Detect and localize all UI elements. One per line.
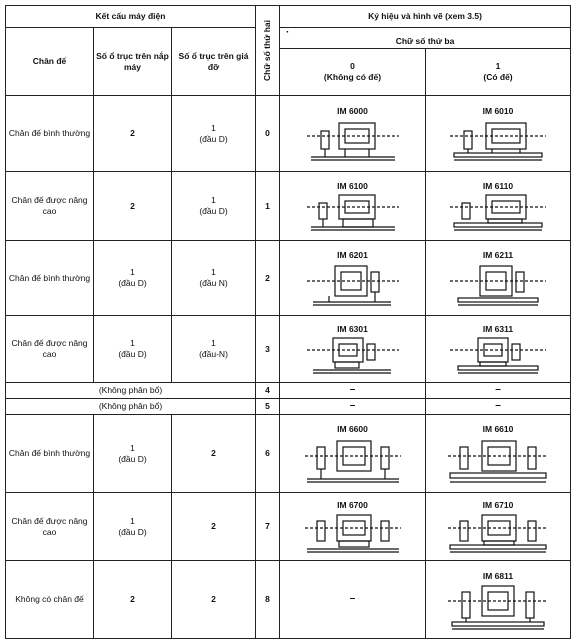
motor-figure (446, 437, 550, 485)
base-cell: Chân đế được nâng cao (6, 172, 94, 241)
im-cell: IM 6700 (280, 493, 426, 561)
im-cell: – (280, 383, 426, 399)
digit-cell: 3 (256, 316, 280, 383)
header-structure: Kết cấu máy điện (6, 6, 256, 28)
motor-figure (448, 262, 548, 308)
im-cell: IM 6110 (426, 172, 571, 241)
im-classification-table (5, 5, 571, 639)
im-cell: – (426, 399, 571, 415)
motor-figure (448, 193, 548, 233)
im-cell: – (280, 399, 426, 415)
cover-cell: 2 (94, 172, 172, 241)
motor-figure (448, 119, 548, 163)
motor-figure (305, 193, 401, 233)
base-cell: Không có chân đế (6, 561, 94, 639)
stand-cell: 2 (172, 493, 256, 561)
motor-figure (305, 119, 401, 163)
stand-cell: 2 (172, 561, 256, 639)
base-cell: Chân đế được nâng cao (6, 493, 94, 561)
stand-cell: 1 (đầu D) (172, 172, 256, 241)
base-cell: Chân đế được nâng cao (6, 316, 94, 383)
im-cell: IM 6100 (280, 172, 426, 241)
im-cell: IM 6301 (280, 316, 426, 383)
im-cell: IM 6201 (280, 241, 426, 316)
digit-cell: 1 (256, 172, 280, 241)
stand-cell: 1 (đầu N) (172, 241, 256, 316)
header-cover-bearings: Số ổ trục trên nắp máy (94, 28, 172, 96)
header-second-digit (256, 6, 280, 96)
im-cell: IM 6010 (426, 96, 571, 172)
digit-cell: 2 (256, 241, 280, 316)
im-cell: – (280, 561, 426, 639)
stand-cell: 1 (đầu-N) (172, 316, 256, 383)
header-col1: 1 (Có đế) (426, 49, 571, 96)
second-digit-label: Chữ số thứ hai (262, 20, 273, 81)
im-cell: IM 6610 (426, 415, 571, 493)
stand-cell: 1 (đầu D) (172, 96, 256, 172)
cover-cell: 1 (đầu D) (94, 241, 172, 316)
im-cell: – (426, 383, 571, 399)
digit-cell: 4 (256, 383, 280, 399)
header-third-digit: · Chữ số thứ ba (280, 28, 571, 49)
header-symbol: Ký hiệu và hình vẽ (xem 3.5) (280, 6, 571, 28)
im-cell: IM 6311 (426, 316, 571, 383)
motor-figure (446, 513, 550, 555)
cover-cell: 2 (94, 96, 172, 172)
im-cell: IM 6211 (426, 241, 571, 316)
digit-cell: 5 (256, 399, 280, 415)
digit-cell: 8 (256, 561, 280, 639)
im-cell: IM 6000 (280, 96, 426, 172)
unassigned-cell: (Không phân bổ) (6, 399, 256, 415)
digit-cell: 7 (256, 493, 280, 561)
im-cell: IM 6811 (426, 561, 571, 639)
motor-figure (305, 336, 401, 376)
cover-cell: 2 (94, 561, 172, 639)
stand-cell: 2 (172, 415, 256, 493)
im-cell: IM 6600 (280, 415, 426, 493)
digit-cell: 0 (256, 96, 280, 172)
motor-figure (446, 584, 550, 630)
header-stand-bearings: Số ổ trục trên giá đỡ (172, 28, 256, 96)
motor-figure (303, 513, 403, 555)
motor-figure (303, 437, 403, 485)
base-cell: Chân đế bình thường (6, 415, 94, 493)
cover-cell: 1 (đầu D) (94, 415, 172, 493)
unassigned-cell: (Không phân bổ) (6, 383, 256, 399)
motor-figure (305, 262, 401, 308)
base-cell: Chân đế bình thường (6, 241, 94, 316)
cover-cell: 1 (đầu D) (94, 316, 172, 383)
cover-cell: 1 (đầu D) (94, 493, 172, 561)
im-cell: IM 6710 (426, 493, 571, 561)
motor-figure (448, 336, 548, 376)
base-cell: Chân đế bình thường (6, 96, 94, 172)
digit-cell: 6 (256, 415, 280, 493)
header-base: Chân đế (6, 28, 94, 96)
header-col0: 0 (Không có đế) (280, 49, 426, 96)
